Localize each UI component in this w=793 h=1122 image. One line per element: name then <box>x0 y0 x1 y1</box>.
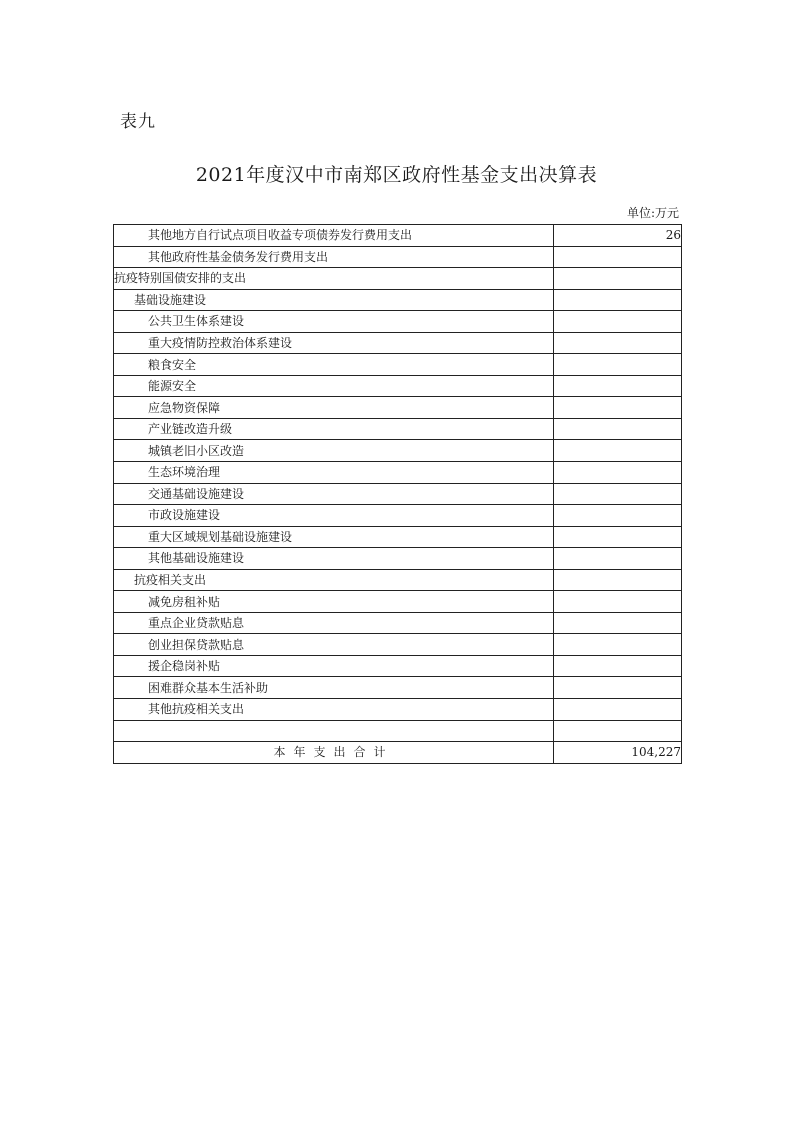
item-name: 粮食安全 <box>114 354 554 376</box>
item-name: 重大区域规划基础设施建设 <box>114 526 554 548</box>
table-row <box>114 397 682 419</box>
item-name: 创业担保贷款贴息 <box>114 634 554 656</box>
item-amount <box>554 677 682 699</box>
expenditure-table <box>113 224 682 764</box>
item-name: 城镇老旧小区改造 <box>114 440 554 462</box>
item-name: 应急物资保障 <box>114 397 554 419</box>
item-name: 公共卫生体系建设 <box>114 311 554 333</box>
item-name: 生态环境治理 <box>114 462 554 484</box>
table-row <box>114 440 682 462</box>
item-amount <box>554 462 682 484</box>
table-row <box>114 246 682 268</box>
item-name: 其他抗疫相关支出 <box>114 699 554 721</box>
total-label: 本年支出合计 <box>114 742 554 764</box>
item-amount <box>554 354 682 376</box>
table-row <box>114 268 682 290</box>
item-amount: 26 <box>554 225 682 247</box>
item-amount <box>554 289 682 311</box>
table-row <box>114 332 682 354</box>
item-name: 其他政府性基金债务发行费用支出 <box>114 246 554 268</box>
table-row <box>114 634 682 656</box>
page-title: 2021年度汉中市南郑区政府性基金支出决算表 <box>195 164 598 186</box>
item-amount <box>554 591 682 613</box>
item-name: 抗疫相关支出 <box>114 569 554 591</box>
item-amount <box>554 569 682 591</box>
item-name: 交通基础设施建设 <box>114 483 554 505</box>
item-amount <box>554 418 682 440</box>
item-name: 抗疫特别国债安排的支出 <box>114 268 554 290</box>
item-name: 基础设施建设 <box>114 289 554 311</box>
table-row <box>114 655 682 677</box>
item-amount <box>554 526 682 548</box>
item-amount <box>554 268 682 290</box>
item-amount <box>554 699 682 721</box>
table-row-empty <box>114 720 682 742</box>
table-row <box>114 289 682 311</box>
table-row <box>114 483 682 505</box>
item-name: 市政设施建设 <box>114 505 554 527</box>
total-row <box>114 742 682 764</box>
item-amount <box>554 655 682 677</box>
item-name <box>114 720 554 742</box>
item-amount <box>554 440 682 462</box>
table-row <box>114 612 682 634</box>
item-name: 产业链改造升级 <box>114 418 554 440</box>
item-amount <box>554 332 682 354</box>
table-row <box>114 418 682 440</box>
total-amount: 104,227 <box>554 742 682 764</box>
item-name: 其他基础设施建设 <box>114 548 554 570</box>
table-row <box>114 505 682 527</box>
item-amount <box>554 375 682 397</box>
item-amount <box>554 720 682 742</box>
item-name: 其他地方自行试点项目收益专项债券发行费用支出 <box>114 225 554 247</box>
item-amount <box>554 612 682 634</box>
item-name: 减免房租补贴 <box>114 591 554 613</box>
table-row <box>114 699 682 721</box>
item-amount <box>554 634 682 656</box>
table-row <box>114 526 682 548</box>
table-row <box>114 375 682 397</box>
item-name: 困难群众基本生活补助 <box>114 677 554 699</box>
table-row <box>114 225 682 247</box>
table-number-label: 表九 <box>120 112 156 132</box>
item-amount <box>554 483 682 505</box>
item-amount <box>554 505 682 527</box>
table-row <box>114 548 682 570</box>
item-amount <box>554 397 682 419</box>
item-name: 援企稳岗补贴 <box>114 655 554 677</box>
item-name: 能源安全 <box>114 375 554 397</box>
item-amount <box>554 311 682 333</box>
table-row <box>114 591 682 613</box>
table-row <box>114 311 682 333</box>
item-name: 重点企业贷款贴息 <box>114 612 554 634</box>
item-amount <box>554 548 682 570</box>
table-row <box>114 354 682 376</box>
table-row <box>114 462 682 484</box>
table-row <box>114 677 682 699</box>
item-name: 重大疫情防控救治体系建设 <box>114 332 554 354</box>
item-amount <box>554 246 682 268</box>
table-row <box>114 569 682 591</box>
unit-note: 单位:万元 <box>626 206 679 220</box>
